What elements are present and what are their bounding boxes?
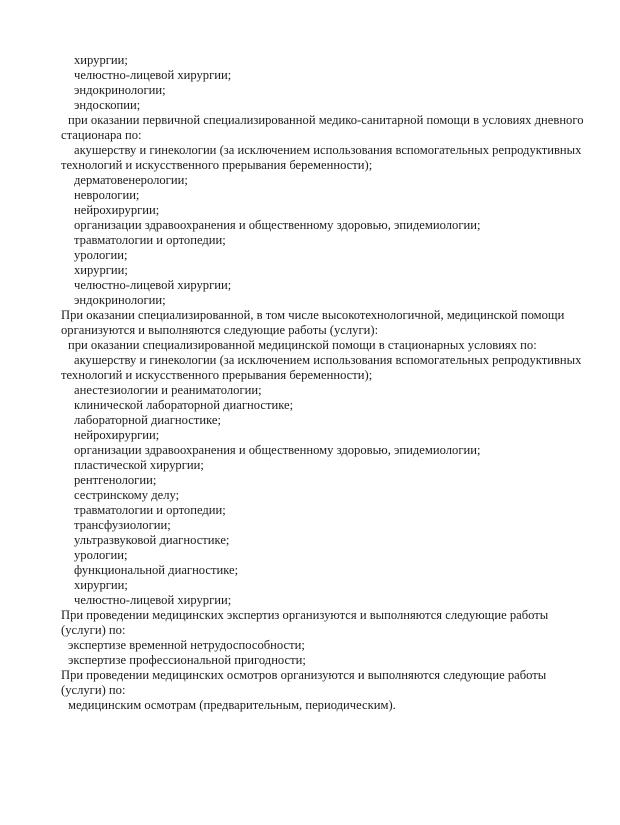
text-line: акушерству и гинекологии (за исключением использования вспомогательных репродуктивных xyxy=(74,143,582,157)
text-line: При проведении медицинских осмотров организуются и выполняются следующие работы xyxy=(61,668,547,682)
text-line: урологии; xyxy=(74,548,128,562)
text-line: при оказании первичной специализированной медико-санитарной помощи в условиях дневного xyxy=(68,113,584,127)
text-line: челюстно-лицевой хирургии; xyxy=(74,278,232,292)
text-line: неврологии; xyxy=(74,188,140,202)
text-line: организации здравоохранения и общественному здоровью, эпидемиологии; xyxy=(74,443,481,457)
text-line: функциональной диагностике; xyxy=(74,563,239,577)
text-line: (услуги) по: xyxy=(61,623,126,637)
text-line: дерматовенерологии; xyxy=(74,173,188,187)
text-line: организации здравоохранения и общественному здоровью, эпидемиологии; xyxy=(74,218,481,232)
text-line: при оказании специализированной медицинской помощи в стационарных условиях по: xyxy=(68,338,537,352)
text-line: экспертизе временной нетрудоспособности; xyxy=(68,638,305,652)
document-text-block xyxy=(61,53,601,713)
text-line: хирургии; xyxy=(74,53,128,67)
text-line: организуются и выполняются следующие работы (услуги): xyxy=(61,323,379,337)
text-line: травматологии и ортопедии; xyxy=(74,503,226,517)
text-line: эндокринологии; xyxy=(74,83,166,97)
text-line: стационара по: xyxy=(61,128,142,142)
text-line: хирургии; xyxy=(74,578,128,592)
text-line: экспертизе профессиональной пригодности; xyxy=(68,653,306,667)
text-line: медицинским осмотрам (предварительным, периодическим). xyxy=(68,698,396,712)
text-line: (услуги) по: xyxy=(61,683,126,697)
text-line: сестринскому делу; xyxy=(74,488,180,502)
text-line: клинической лабораторной диагностике; xyxy=(74,398,294,412)
text-line: технологий и искусственного прерывания беременности); xyxy=(61,158,373,172)
text-line: При проведении медицинских экспертиз организуются и выполняются следующие работы xyxy=(61,608,549,622)
text-line: ультразвуковой диагностике; xyxy=(74,533,230,547)
text-line: анестезиологии и реаниматологии; xyxy=(74,383,262,397)
text-line: хирургии; xyxy=(74,263,128,277)
text-line: травматологии и ортопедии; xyxy=(74,233,226,247)
text-line: челюстно-лицевой хирургии; xyxy=(74,593,232,607)
text-line: эндоскопии; xyxy=(74,98,141,112)
text-line: урологии; xyxy=(74,248,128,262)
text-line: При оказании специализированной, в том числе высокотехнологичной, медицинской помощи xyxy=(61,308,565,322)
text-line: эндокринологии; xyxy=(74,293,166,307)
text-line: рентгенологии; xyxy=(74,473,157,487)
text-line: технологий и искусственного прерывания беременности); xyxy=(61,368,373,382)
text-line: трансфузиологии; xyxy=(74,518,171,532)
text-line: нейрохирургии; xyxy=(74,203,160,217)
text-line: челюстно-лицевой хирургии; xyxy=(74,68,232,82)
text-line: пластической хирургии; xyxy=(74,458,204,472)
text-line: акушерству и гинекологии (за исключением использования вспомогательных репродуктивных xyxy=(74,353,582,367)
text-line: нейрохирургии; xyxy=(74,428,160,442)
text-line: лабораторной диагностике; xyxy=(74,413,221,427)
